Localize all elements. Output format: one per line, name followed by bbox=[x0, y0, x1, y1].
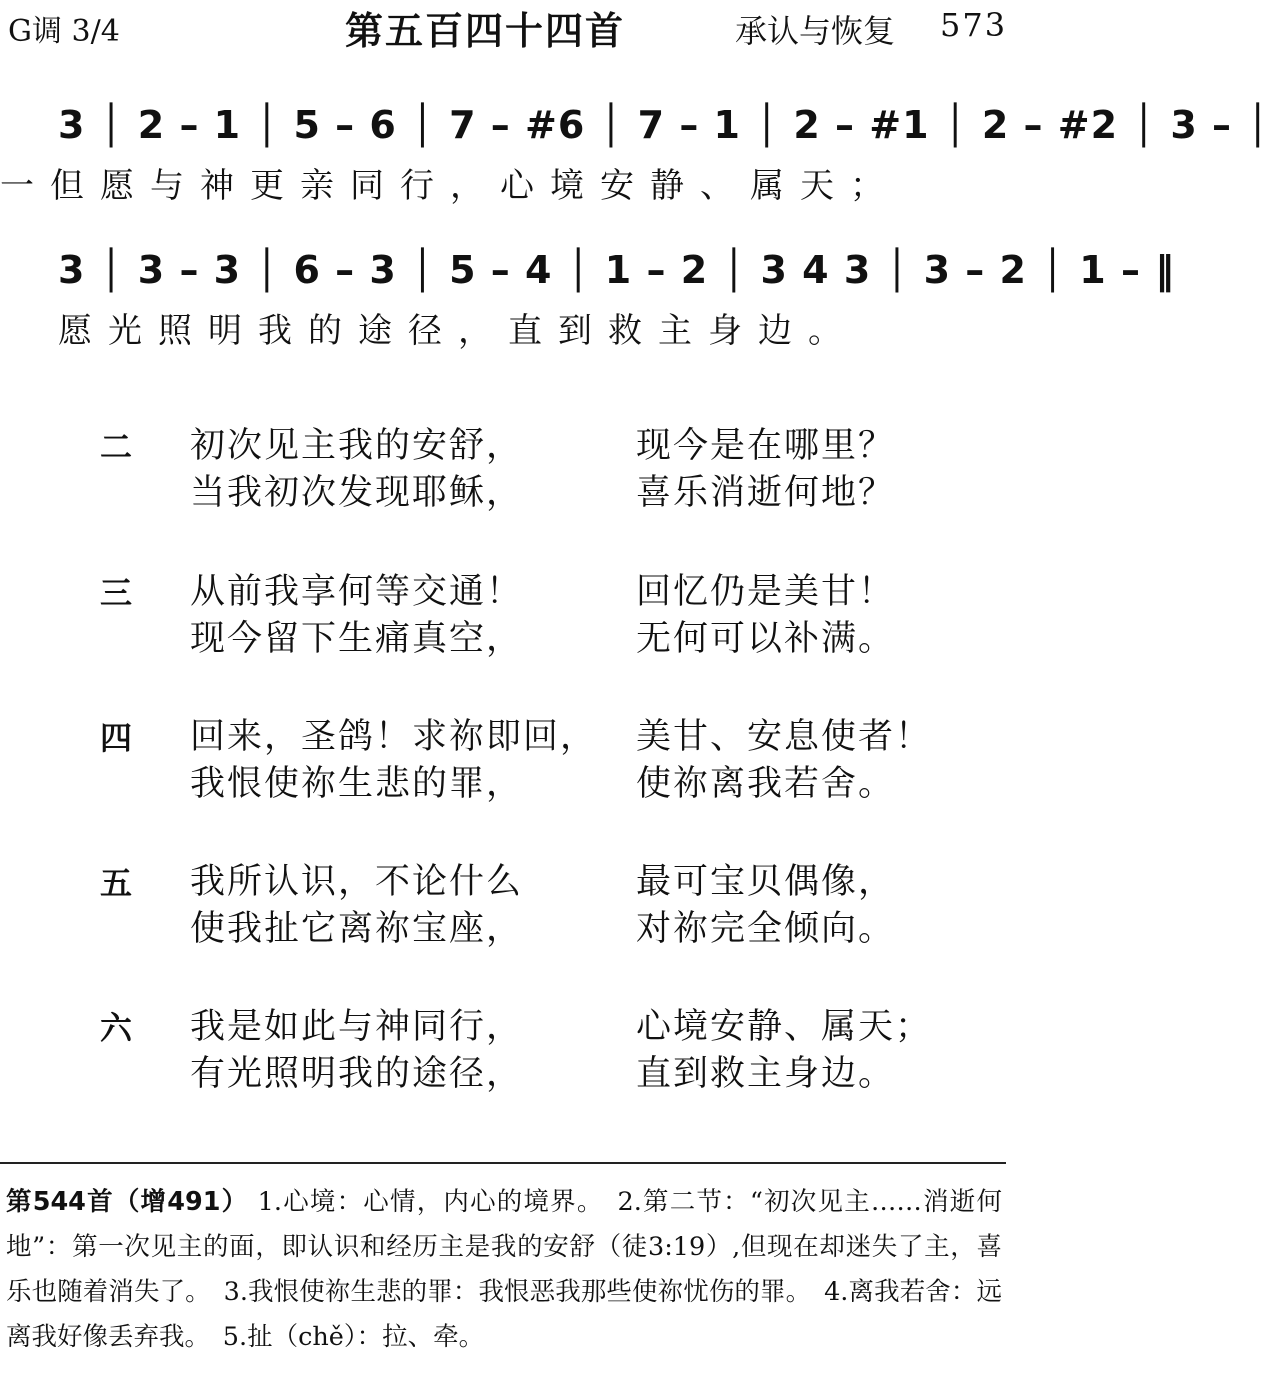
stanza-line: 使我扯它离祢宝座， bbox=[190, 909, 524, 949]
stanza-line: 我所认识，不论什么 bbox=[190, 862, 524, 902]
stanza-line: 使祢离我若舍。 bbox=[636, 764, 896, 804]
footnote bbox=[6, 1180, 1002, 1360]
footnote-label: 第544首（增491） bbox=[6, 1187, 249, 1217]
stanza-line: 有光照明我的途径， bbox=[190, 1054, 524, 1094]
lyric-line-2: 愿光照明我的途径，直到救主身边。 bbox=[58, 311, 858, 351]
notation-line-1: 3 │ 2 – 1 │ 5 – 6 │ 7 – #6 │ 7 – 1 │ 2 – #1 │ 2 – #2 │ 3 – │ bbox=[58, 103, 1270, 147]
page-number: 573 bbox=[940, 6, 1008, 44]
stanza-line: 当我初次发现耶稣， bbox=[190, 473, 524, 513]
stanza-line: 我恨使祢生悲的罪， bbox=[190, 764, 524, 804]
stanza-line: 从前我享何等交通！ bbox=[190, 572, 524, 612]
stanza-line: 回来，圣鸽！求祢即回， bbox=[190, 717, 598, 757]
footnote-divider bbox=[0, 1162, 1006, 1164]
hymn-category: 承认与恢复 bbox=[735, 12, 896, 50]
stanza-line: 无何可以补满。 bbox=[636, 619, 896, 659]
lyric-line-1: 一但愿与神更亲同行，心境安静、属天； bbox=[0, 166, 900, 206]
stanza-line: 我是如此与神同行， bbox=[190, 1007, 524, 1047]
hymn-title: 第五百四十四首 bbox=[345, 9, 626, 53]
stanza-line: 喜乐消逝何地？ bbox=[636, 473, 896, 513]
notation-line-2: 3 │ 3 – 3 │ 6 – 3 │ 5 – 4 │ 1 – 2 │ 3 4 3 │ 3 – 2 │ 1 – ‖ bbox=[58, 248, 1176, 292]
stanza-number: 四 bbox=[100, 719, 133, 757]
stanza-number: 六 bbox=[100, 1009, 133, 1047]
stanza-line: 直到救主身边。 bbox=[636, 1054, 896, 1094]
stanza-number: 二 bbox=[100, 428, 133, 466]
stanza-number: 三 bbox=[100, 574, 133, 612]
key-signature: G调 3/4 bbox=[8, 14, 120, 49]
stanza-line: 最可宝贝偶像， bbox=[636, 862, 896, 902]
stanza-line: 回忆仍是美甘！ bbox=[636, 572, 896, 612]
stanza-number: 五 bbox=[100, 864, 133, 902]
stanza-line: 美甘、安息使者！ bbox=[636, 717, 933, 757]
stanza-line: 心境安静、属天； bbox=[636, 1007, 933, 1047]
footnote-text: 1.心境：心情，内心的境界。 2.第二节：“初次见主……消逝何地”：第一次见主的面，即认识和经历主是我的安舒（徒3:19）,但现在却迷失了主，喜乐也随着消失了。 3.我恨使祢生悲的罪：我恨恶我那些使祢忧伤的罪。 4.离我若舍：远离我好像丢弃我。 5.扯（chě）：拉、牵。 bbox=[6, 1187, 1002, 1352]
stanza-line: 现今是在哪里？ bbox=[636, 426, 896, 466]
stanza-line: 对祢完全倾向。 bbox=[636, 909, 896, 949]
stanza-line: 初次见主我的安舒， bbox=[190, 426, 524, 466]
stanza-line: 现今留下生痛真空， bbox=[190, 619, 524, 659]
